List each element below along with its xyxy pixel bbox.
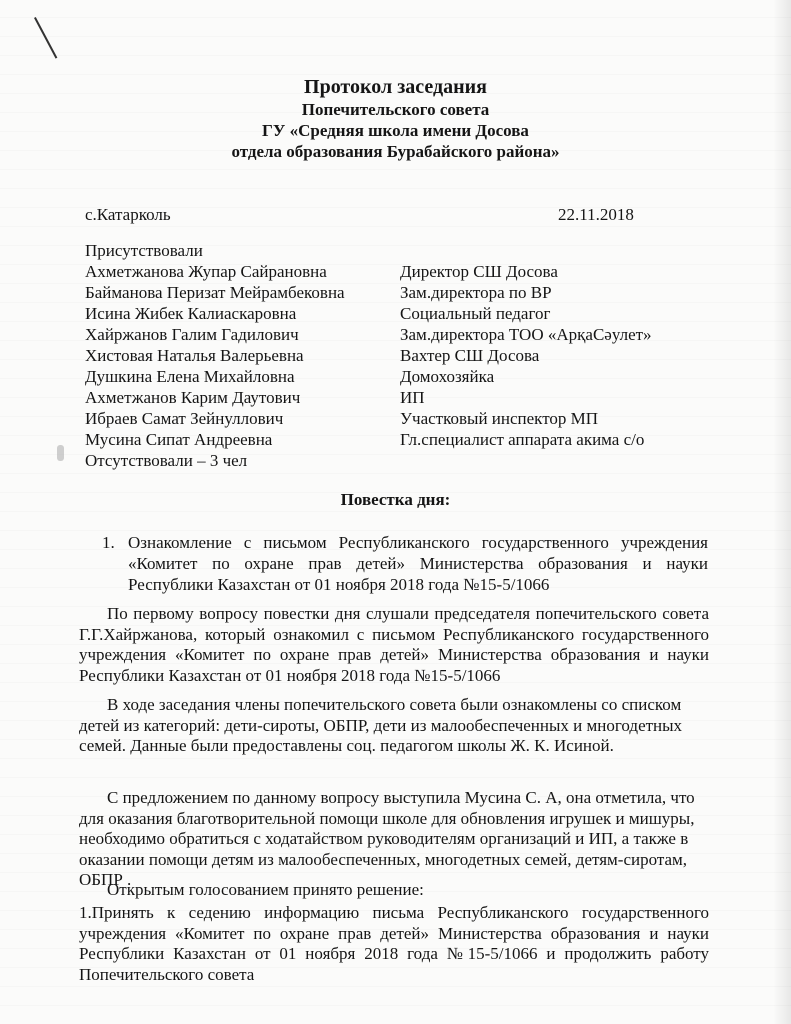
agenda-item bbox=[102, 532, 708, 595]
member-role: ИП bbox=[400, 388, 425, 407]
absent-count: Отсутствовали – 3 чел bbox=[85, 451, 248, 470]
meeting-date: 22.11.2018 bbox=[558, 205, 634, 224]
member-name: Ибраев Самат Зейнуллович bbox=[85, 409, 284, 428]
agenda-title: Повестка дня: bbox=[340, 490, 451, 509]
agenda-item-text: Ознакомление с письмом Республиканского государственного учреждения «Комитет по охране прав детей» Министерства образования и науки Республики Казахстан от 01 ноября 2018 года №15-5/1066 bbox=[128, 533, 708, 594]
institution-name: ГУ «Средняя школа имени Досова bbox=[262, 121, 529, 140]
member-name: Исина Жибек Калиаскаровна bbox=[85, 304, 297, 323]
agenda-item-number: 1. bbox=[102, 533, 115, 552]
member-role: Домохозяйка bbox=[400, 367, 495, 386]
paragraph-children-list: В ходе заседания члены попечительского совета были ознакомлены со списком детей из категорий: дети-сироты, ОБПР, дети из малообеспеченных и многодетных семей. Данные были предоставлены соц. педагогом школы Ж. К. Исиной. bbox=[79, 695, 683, 755]
present-label: Присутствовали bbox=[85, 241, 203, 260]
member-role: Зам.директора ТОО «АрқаСәулет» bbox=[400, 325, 652, 344]
member-name: Ахметжанова Жупар Сайрановна bbox=[85, 262, 327, 281]
member-name: Хистовая Наталья Валерьевна bbox=[85, 346, 304, 365]
member-role: Гл.специалист аппарата акима с/о bbox=[400, 430, 645, 449]
paragraph-proposal: С предложением по данному вопросу выступила Мусина С. А, она отметила, что для оказания благотворительной помощи школе для обновления игрушек и мишуры, необходимо обратиться с ходатайством руководителям организаций и ИП, а также в оказании помощи детям из малообеспеченных, многодетных семей, детям-сиротам, ОБПР . bbox=[79, 788, 695, 889]
meeting-place: с.Катарколь bbox=[85, 205, 171, 224]
document-title: Протокол заседания bbox=[304, 76, 487, 98]
scan-scratch-mark bbox=[34, 17, 57, 59]
paragraph-hearing: По первому вопросу повестки дня слушали председателя попечительского совета Г.Г.Хайржанова, который ознакомил с письмом Республиканского государственного учреждения «Комитет по охране прав детей» Министерства образования и науки Республики Казахстан от 01 ноября 2018 года №15-5/1066 bbox=[79, 604, 709, 685]
member-role: Вахтер СШ Досова bbox=[400, 346, 540, 365]
member-name: Ахметжанов Карим Даутович bbox=[85, 388, 301, 407]
member-name: Хайржанов Галим Гадилович bbox=[85, 325, 299, 344]
paragraph-vote: Открытым голосованием принято решение: bbox=[107, 880, 424, 899]
member-name: Байманова Перизат Мейрамбековна bbox=[85, 283, 345, 302]
council-name: Попечительского совета bbox=[301, 100, 490, 119]
member-role: Участковый инспектор МП bbox=[400, 409, 599, 428]
paragraph-decision: 1.Принять к седению информацию письма Республиканского государственного учреждения «Комитет по охране прав детей» Министерства образования и науки Республики Казахстан от 01 ноября 2018 года №15-5/1066 и продолжить работу Попечительского совета bbox=[79, 903, 709, 984]
member-role: Зам.директора по ВР bbox=[400, 283, 552, 302]
member-role: Директор СШ Досова bbox=[400, 262, 558, 281]
member-name: Душкина Елена Михайловна bbox=[85, 367, 295, 386]
department-name: отдела образования Бурабайского района» bbox=[231, 142, 560, 161]
scan-speck bbox=[57, 445, 64, 461]
member-name: Мусина Сипат Андреевна bbox=[85, 430, 273, 449]
member-role: Социальный педагог bbox=[400, 304, 551, 323]
